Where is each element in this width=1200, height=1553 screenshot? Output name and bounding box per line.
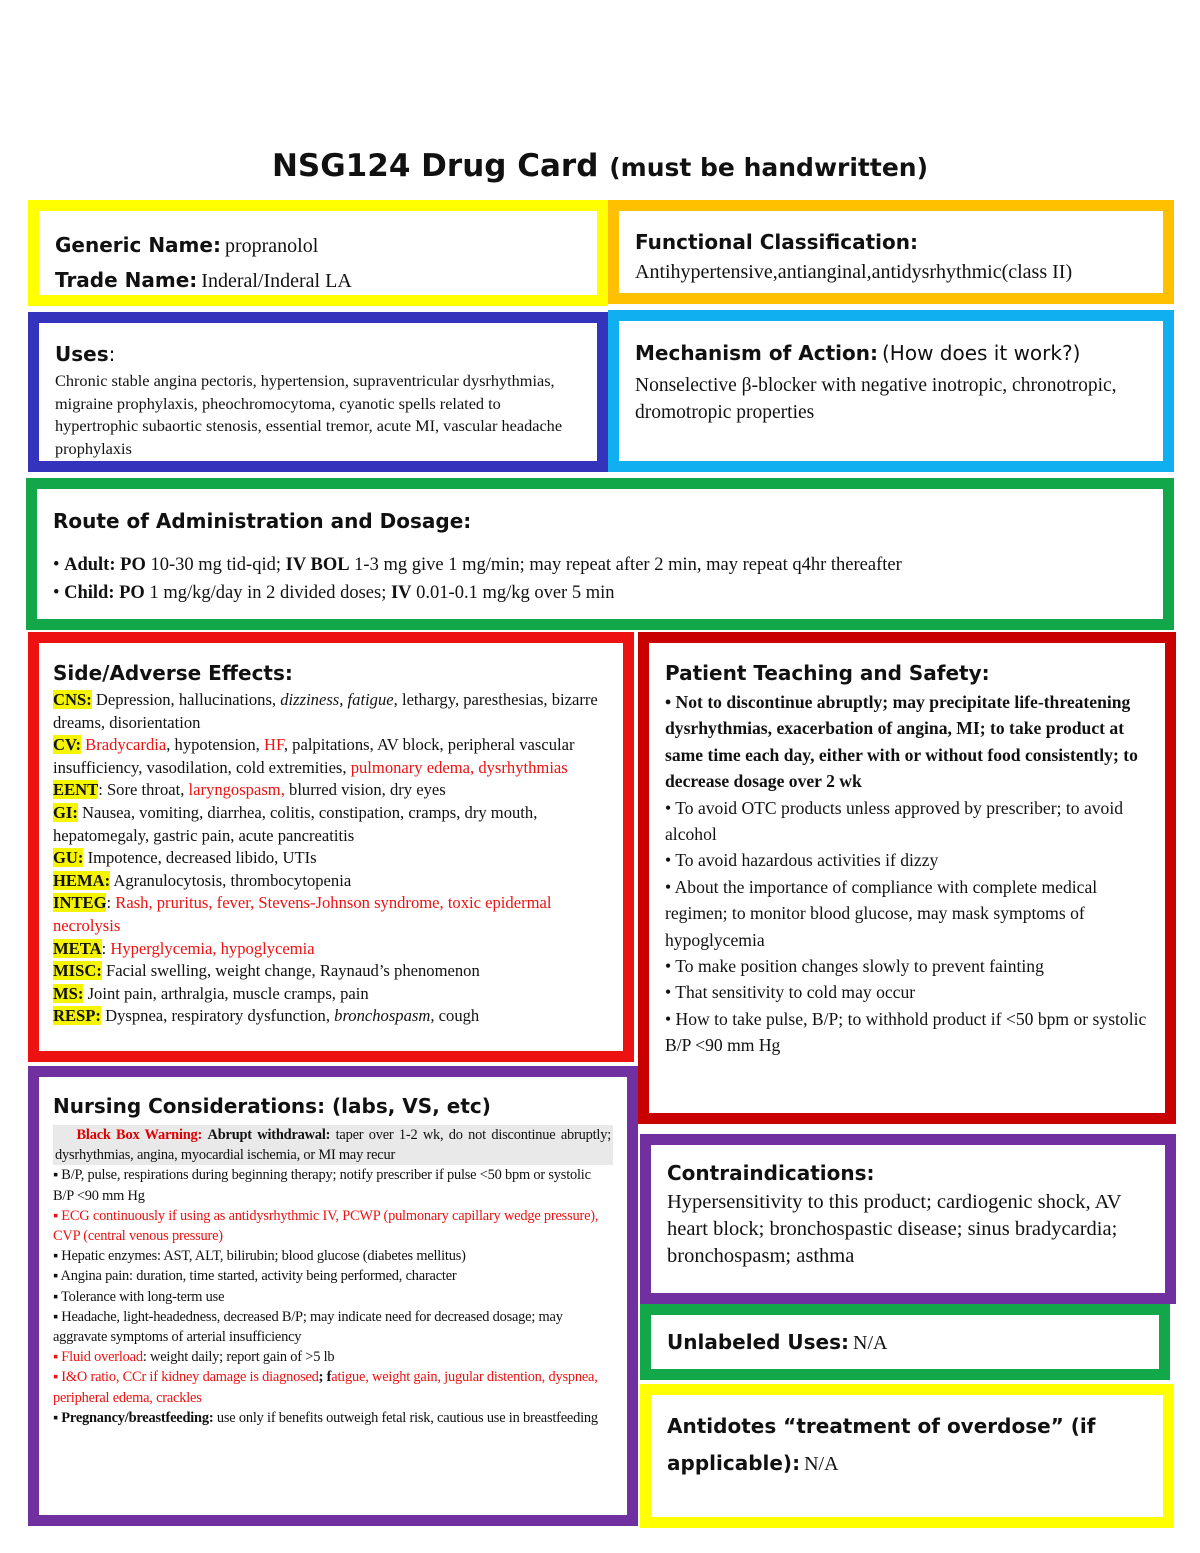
resp-label: RESP: (53, 1006, 101, 1026)
misc-text: Facial swelling, weight change, Raynaud’s phenomenon (106, 961, 480, 981)
uses-box (28, 312, 608, 472)
contraindications-text: Hypersensitivity to this product; cardiogenic shock, AV heart block; bronchospastic disease; sinus bradycardia; bronchospasm; asthma (667, 1191, 1122, 1267)
hema-text: Agranulocytosis, thrombocytopenia (113, 870, 352, 890)
teaching-item: • To make position changes slowly to prevent fainting (665, 956, 1044, 977)
antidotes-box (640, 1384, 1174, 1528)
side-effects-list (53, 689, 613, 1028)
bbw-bold: Abrupt withdrawal: (207, 1127, 331, 1143)
se-cns (53, 689, 613, 734)
teaching-item: • About the importance of compliance with complete medical regimen; to monitor blood glucose, may mask symptoms of hypoglycemia (665, 876, 1098, 950)
classification-value: Antihypertensive,antianginal,antidysrhythmic(class II) (635, 261, 1073, 283)
side-effects-label: Side/Adverse Effects: (53, 661, 293, 685)
antidotes-label: Antidotes “treatment of overdose” (if applicable): (667, 1414, 1096, 1475)
teaching-item: • That sensitivity to cold may occur (665, 982, 916, 1003)
eent-label: EENT (53, 780, 99, 800)
title-main: NSG124 Drug Card (271, 148, 599, 184)
route-child: • Child: PO 1 mg/kg/day in 2 divided doses; IV 0.01-0.1 mg/kg over 5 min (53, 583, 615, 603)
nursing-box (28, 1066, 638, 1526)
mechanism-label-note: (How does it work?) (882, 341, 1081, 365)
child-po-text: 1 mg/kg/day in 2 divided doses; (149, 583, 387, 603)
resp-text-b: bronchospasm, (334, 1006, 435, 1026)
route-adult: • Adult: PO 10-30 mg tid-qid; IV BOL 1-3 mg give 1 mg/min; may repeat after 2 min, may repeat q4hr thereafter (53, 555, 902, 575)
gi-label: GI: (53, 802, 78, 822)
se-resp (53, 1005, 613, 1028)
cns-text-b: dizziness, fatigue, (280, 690, 398, 709)
meta-label: META (53, 938, 102, 958)
resp-text-c: cough (438, 1006, 480, 1026)
se-misc (53, 960, 613, 983)
unlabeled-label: Unlabeled Uses: (667, 1330, 850, 1354)
se-hema (53, 870, 613, 893)
nursing-list (53, 1125, 613, 1428)
se-cv (53, 734, 613, 779)
eent-text-c: blurred vision, dry eyes (289, 780, 446, 800)
teaching-list (665, 689, 1149, 1059)
adult-iv: IV BOL (285, 555, 350, 575)
cv-text-a: Bradycardia (85, 735, 167, 755)
se-gi (53, 802, 613, 847)
teaching-item: • To avoid OTC products unless approved by prescriber; to avoid alcohol (665, 797, 1124, 845)
adult-po: PO (120, 555, 146, 575)
black-box-warning (53, 1125, 613, 1165)
cns-text-c: lethargy, paresthesias, bizarre dreams, disorientation (53, 690, 598, 732)
gi-text: Nausea, vomiting, diarrhea, colitis, constipation, cramps, dry mouth, hepatomegaly, gastric pain, acute pancreatitis (53, 802, 538, 845)
trade-name-label: Trade Name: (55, 268, 198, 292)
contraindications-box (640, 1134, 1176, 1304)
mechanism-label: Mechanism of Action: (635, 341, 878, 365)
nursing-label: Nursing Considerations: (labs, VS, etc) (53, 1094, 491, 1118)
item7-text: : weight daily; report gain of >5 lb (142, 1349, 335, 1366)
se-gu (53, 847, 613, 870)
title-sub: (must be handwritten) (609, 153, 929, 182)
integ-label: INTEG (53, 893, 107, 913)
child-label: Child: (64, 583, 115, 603)
page-title (0, 148, 1200, 184)
eent-text-b: laryngospasm, (188, 780, 285, 800)
resp-text-a: Dyspnea, respiratory dysfunction, (105, 1006, 330, 1026)
adult-iv-text: 1-3 mg give 1 mg/min; may repeat after 2 min, may repeat q4hr thereafter (354, 555, 902, 575)
bbw-label: Black Box Warning: (76, 1127, 203, 1143)
classification-label: Functional Classification: (635, 230, 918, 254)
gu-text: Impotence, decreased libido, UTIs (87, 848, 317, 868)
misc-label: MISC: (53, 961, 102, 981)
side-effects-box (28, 632, 634, 1062)
antidotes-value: N/A (804, 1453, 839, 1475)
uses-label: Uses (55, 342, 109, 366)
se-ms (53, 983, 613, 1006)
uses-text: Chronic stable angina pectoris, hypertension, supraventricular dysrhythmias, migraine prophylaxis, pheochromocytoma, cyanotic spells related to hypertrophic subaortic stenosis, essential tremor, acute MI, vascular headache prophylaxis (55, 371, 563, 458)
bbw-text: taper over 1-2 wk, do not discontinue abruptly; dysrhythmias, angina, myocardial ischemia, or MI may recur (55, 1127, 611, 1164)
teaching-item-bold: • Not to discontinue abruptly; may precipitate life-threatening dysrhythmias, exacerbation of angina, MI; to take product at same time each day, either with or without food consistently; to decrease dosage over 2 wk (665, 692, 1138, 792)
cns-text-a: Depression, hallucinations, (95, 690, 277, 709)
trade-name-value: Inderal/Inderal LA (201, 270, 352, 292)
cv-text-e: pulmonary edema, dysrhythmias (350, 757, 568, 777)
item9-text: use only if benefits outweigh fetal risk, cautious use in breastfeeding (216, 1409, 598, 1426)
cv-label: CV: (53, 735, 81, 755)
eent-text-a: : Sore throat, (98, 780, 185, 800)
adult-po-text: 10-30 mg tid-qid; (150, 555, 281, 575)
integ-text: Rash, pruritus, fever, Stevens-Johnson syndrome, toxic epidermal necrolysis (53, 893, 552, 935)
item8-red: ▪ I&O ratio, CCr if kidney damage is diagnosed (53, 1369, 319, 1386)
se-eent (53, 779, 613, 802)
ms-text: Joint pain, arthralgia, muscle cramps, pain (87, 983, 369, 1003)
cv-text-c: HF (263, 735, 284, 755)
nursing-item: ▪ ECG continuously if using as antidysrhythmic IV, PCWP (pulmonary capillary wedge pressure), CVP (central venous pressure) (53, 1207, 599, 1245)
mechanism-text: Nonselective β-blocker with negative inotropic, chronotropic, dromotropic properties (635, 375, 1117, 423)
gu-label: GU: (53, 848, 84, 868)
cns-label: CNS: (53, 690, 92, 709)
nursing-item: ▪ Hepatic enzymes: AST, ALT, bilirubin; blood glucose (diabetes mellitus) (53, 1248, 466, 1265)
child-po: PO (119, 583, 145, 603)
nursing-item (53, 1347, 613, 1367)
item7-red: ▪ Fluid overload (53, 1349, 143, 1366)
uses-colon: : (108, 342, 116, 366)
nursing-item: ▪ Tolerance with long-term use (53, 1288, 225, 1305)
meta-text: Hyperglycemia, hypoglycemia (110, 938, 315, 958)
child-iv-text: 0.01-0.1 mg/kg over 5 min (416, 583, 615, 603)
generic-name-value: propranolol (224, 235, 319, 257)
se-meta (53, 938, 613, 961)
unlabeled-box (640, 1304, 1170, 1380)
mechanism-box (608, 310, 1174, 472)
se-integ (53, 892, 613, 937)
item8-red2: atigue, weight gain, jugular distention, dyspnea, peripheral edema, crackles (53, 1369, 598, 1406)
child-iv: IV (390, 583, 412, 603)
cv-text-d: , palpitations, AV block, peripheral vascular insufficiency, vasodilation, cold extremities, (53, 735, 575, 777)
route-list (53, 551, 1147, 607)
teaching-box (638, 632, 1176, 1124)
route-box (26, 478, 1174, 630)
item8-bold: ; f (318, 1369, 332, 1386)
teaching-item: • How to take pulse, B/P; to withhold product if <50 bpm or systolic B/P <90 mm Hg (665, 1008, 1147, 1056)
teaching-item: • To avoid hazardous activities if dizzy (665, 850, 939, 871)
nursing-item (53, 1367, 613, 1407)
unlabeled-value: N/A (853, 1332, 888, 1354)
item9-bold: ▪ Pregnancy/breastfeeding: (53, 1409, 214, 1426)
teaching-label: Patient Teaching and Safety: (665, 661, 990, 685)
hema-label: HEMA: (53, 870, 111, 890)
generic-name-label: Generic Name: (55, 233, 221, 257)
nursing-item: ▪ B/P, pulse, respirations during beginning therapy; notify prescriber if pulse <50 bpm or systolic B/P <90 mm Hg (53, 1167, 591, 1204)
nursing-item (53, 1408, 613, 1428)
nursing-item: ▪ Angina pain: duration, time started, activity being performed, character (53, 1268, 457, 1285)
integ-colon: : (106, 893, 112, 913)
nursing-item: ▪ Headache, light-headedness, decreased B/P; may indicate need for decreased dosage; may aggravate symptoms of arterial insufficiency (53, 1308, 563, 1346)
names-box (28, 200, 608, 306)
ms-label: MS: (53, 983, 84, 1003)
route-label: Route of Administration and Dosage: (53, 509, 472, 533)
cv-text-b: , hypotension, (166, 735, 260, 755)
classification-box (608, 200, 1174, 304)
meta-colon: : (101, 938, 107, 958)
adult-label: Adult: (64, 555, 116, 575)
contraindications-label: Contraindications: (667, 1161, 875, 1185)
